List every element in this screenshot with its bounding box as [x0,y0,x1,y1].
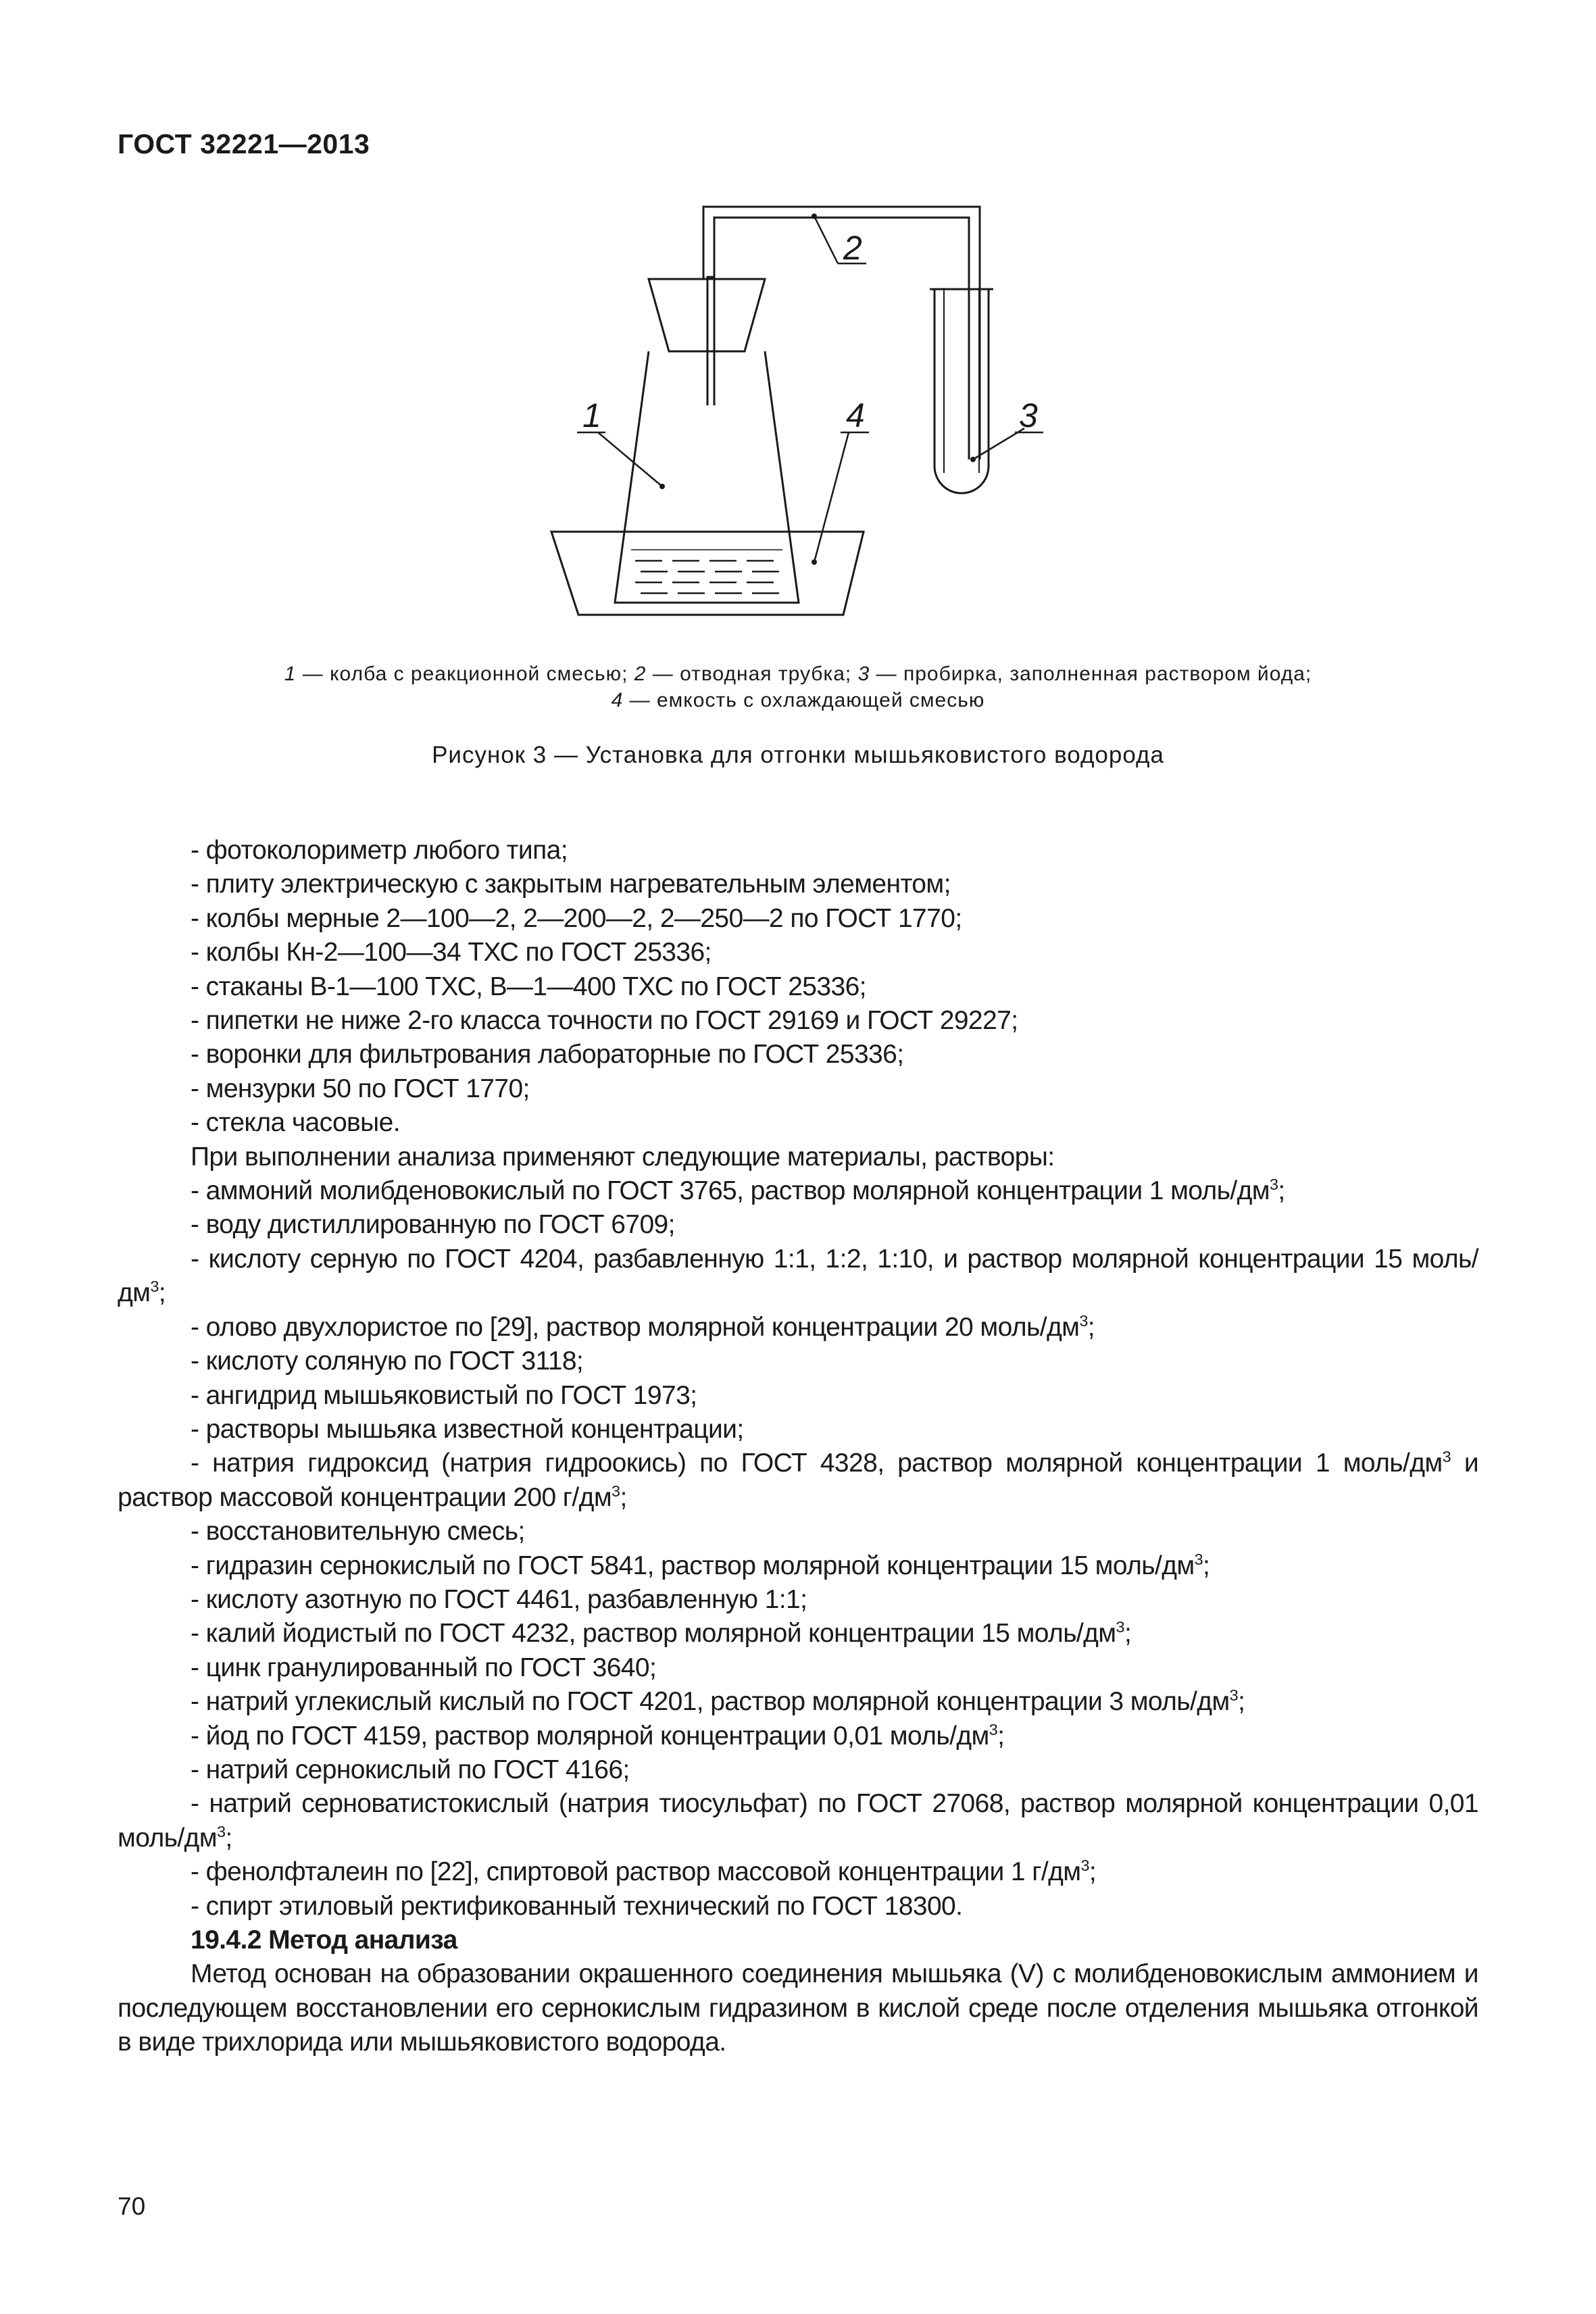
list-item: - ангидрид мышьяковистый по ГОСТ 1973; [191,1380,697,1410]
leader-1 [598,432,662,486]
list-item: - натрий серноватистокислый (натрия тиосульфат) по ГОСТ 27068, раствор молярной концентрации 0,01 моль/$дм^3$; [118,1789,1478,1853]
section-heading: 19.4.2 Метод анализа [191,1926,457,1955]
figure-legend-line-1: 1 — колба с реакционной смесью; 2 — отводная трубка; 3 — пробирка, заполненная раствором йода; [284,663,1312,685]
list-item: - фотоколориметр любого типа; [191,836,568,865]
list-item: - спирт этиловый ректификованный технический по ГОСТ 18300. [191,1891,963,1921]
materials-intro: При выполнении анализа применяют следующие материалы, растворы: [191,1142,1055,1172]
list-item: - кислоту азотную по ГОСТ 4461, разбавленную 1:1; [191,1584,807,1614]
list-item: - колбы Кн-2—100—34 ТХС по ГОСТ 25336; [191,938,712,967]
list-item: - пипетки не ниже 2-го класса точности по ГОСТ 29169 и ГОСТ 29227; [191,1006,1018,1036]
list-item: - стекла часовые. [191,1108,400,1138]
label-2: 2 [843,229,862,267]
list-item: - калий йодистый по ГОСТ 4232, раствор молярной концентрации 15 моль/$дм^3$; [191,1618,1132,1649]
list-item: - колбы мерные 2—100—2, 2—200—2, 2—250—2 по ГОСТ 1770; [191,903,962,933]
list-item: - воронки для фильтрования лабораторные по ГОСТ 25336; [191,1040,904,1070]
page-number: 70 [118,2192,146,2220]
list-item: - гидразин сернокислый по ГОСТ 5841, раствор молярной концентрации 15 моль/$дм^3$; [191,1550,1210,1580]
figure-legend-line-2: 4 — емкость с охлаждающей смесью [611,689,985,711]
list-item: - фенолфталеин по [22], спиртовой раствор массовой концентрации 1 $г/дм^3$; [191,1857,1097,1887]
body-text [118,834,1478,2060]
list-item: - растворы мышьяка известной концентрации; [191,1414,744,1444]
list-item: - натрий углекислый кислый по ГОСТ 4201, раствор молярной концентрации 3 моль/$дм^3$; [191,1686,1245,1717]
list-item: - олово двухлористое по [29], раствор молярной концентрации 20 моль/$дм^3$; [191,1311,1095,1342]
list-item: - мензурки 50 по ГОСТ 1770; [191,1074,530,1103]
list-item: - аммоний молибденовокислый по ГОСТ 3765, раствор молярной концентрации 1 моль/$дм^3$; [191,1176,1285,1206]
list-item: - стаканы В-1—100 ТХС, В—1—400 ТХС по ГОСТ 25336; [191,972,866,1001]
figure-caption: Рисунок 3 — Установка для отгонки мышьяковистого водорода [432,742,1164,768]
list-item: - натрий сернокислый по ГОСТ 4166; [191,1755,630,1784]
label-1: 1 [582,397,601,434]
list-item: - йод по ГОСТ 4159, раствор молярной концентрации 0,01 моль/$дм^3$; [191,1720,1005,1751]
section-paragraph: Метод основан на образовании окрашенного соединения мышьяка (V) с молибденовокислым аммонием и последующем восстановлении его сернокислым гидразином в кислой среде после отделения мышьяка отгонкой в виде трихлорида или мышьяковистого водорода. [118,1959,1478,2057]
list-item: - плиту электрическую с закрытым нагревательным элементом; [191,870,951,899]
leader-2 [814,216,838,263]
list-item: - восстановительную смесь; [191,1517,525,1546]
list-item: - воду дистиллированную по ГОСТ 6709; [191,1210,675,1240]
label-4: 4 [846,397,865,434]
list-item: - кислоту серную по ГОСТ 4204, разбавленную 1:1, 1:2, 1:10, и раствор молярной концентрации 15 моль/$дм^3$; [118,1244,1478,1308]
apparatus-figure [527,189,1081,649]
standard-code: ГОСТ 32221—2013 [118,128,370,159]
label-3: 3 [1019,397,1038,434]
list-item: - натрия гидроксид (натрия гидроокись) по ГОСТ 4328, раствор молярной концентрации 1 моль/$дм^3$ и раствор массовой концентрации 200 $г/дм^3$; [118,1448,1478,1512]
list-item: - кислоту соляную по ГОСТ 3118; [191,1347,584,1376]
list-item: - цинк гранулированный по ГОСТ 3640; [191,1653,657,1682]
